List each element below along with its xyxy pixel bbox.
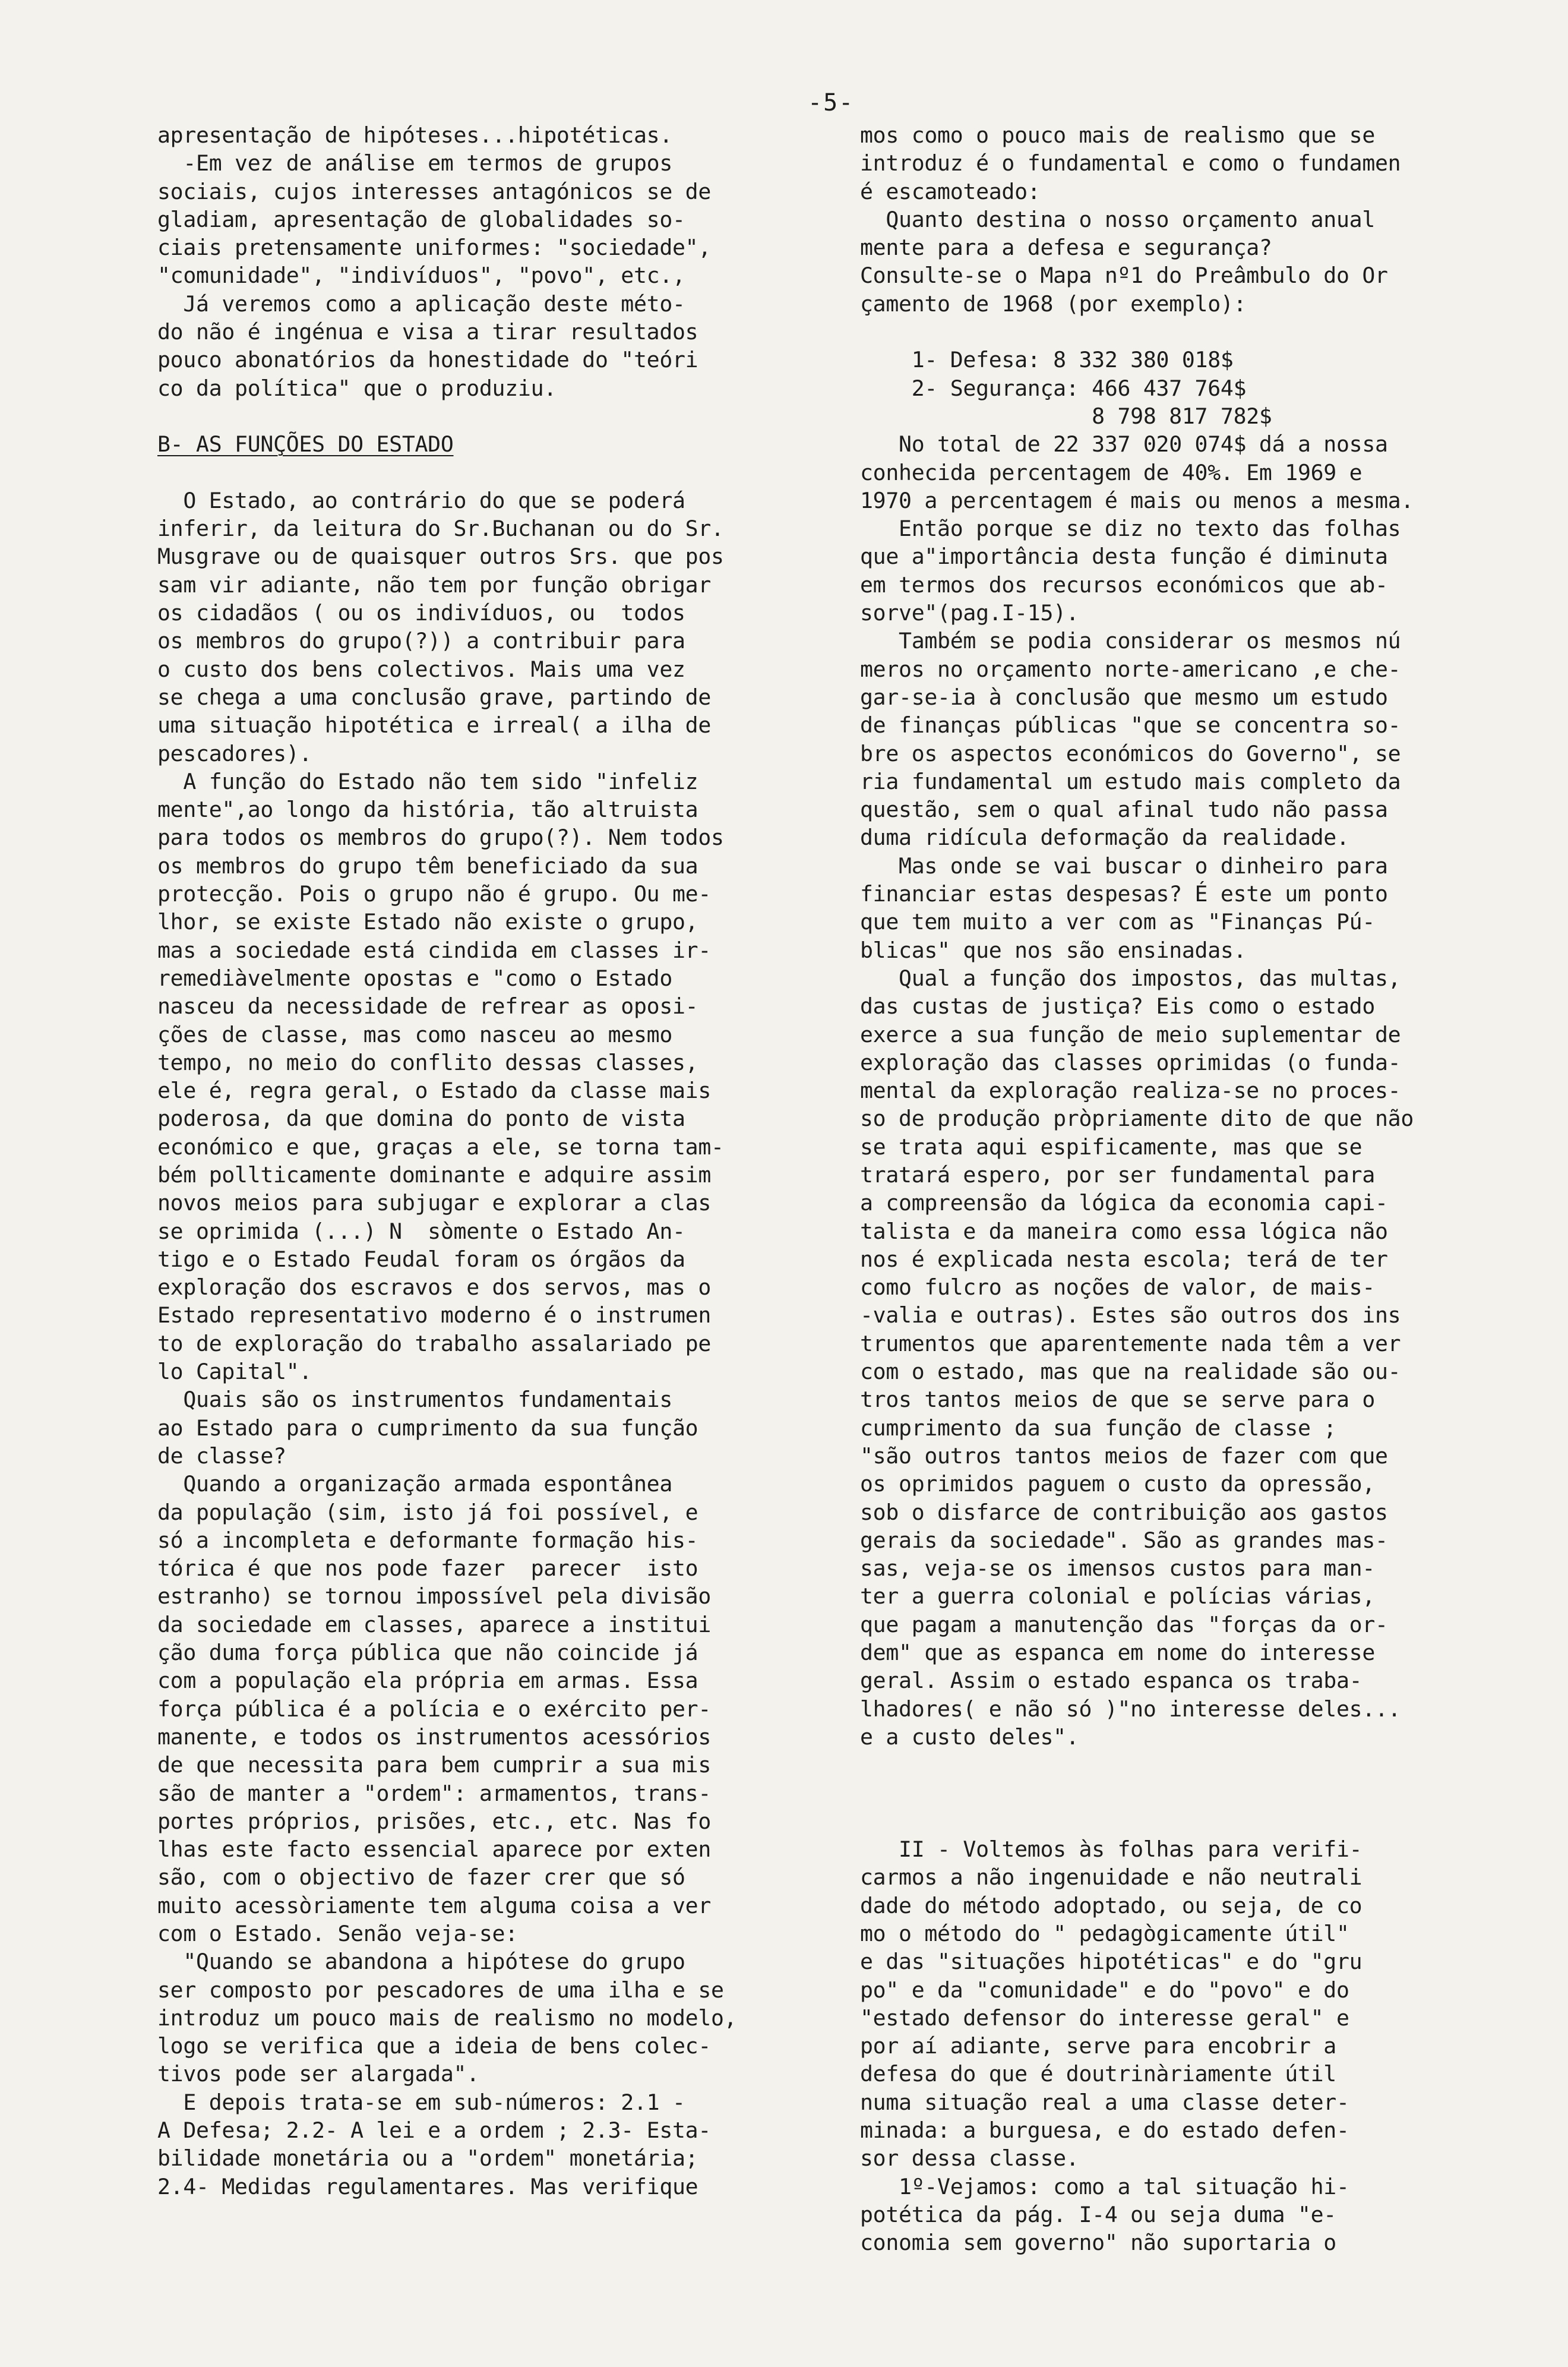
left-text-line: apresentação de hipóteses...hipotéticas.	[157, 122, 672, 148]
left-text-line: manente, e todos os instrumentos acessórios	[157, 1724, 712, 1750]
right-text-line: que pagam a manutenção das "forças da or-	[860, 1611, 1388, 1637]
right-column	[860, 121, 1519, 2257]
right-text-line: potética da pág. I-4 ou seja duma "e-	[860, 2201, 1336, 2227]
left-text-line: co da política" que o produziu.	[157, 375, 557, 401]
left-text-line: Já veremos como a aplicação deste méto-	[157, 291, 685, 317]
right-text-line: ter a guerra colonial e polícias várias,	[860, 1583, 1375, 1609]
right-text-line: No total de 22 337 020 074$ dá a nossa	[860, 431, 1388, 457]
right-text-line: -valia e outras). Estes são outros dos ins	[860, 1302, 1401, 1328]
left-text-line: são, com o objectivo de fazer crer que só	[157, 1864, 685, 1891]
right-text-line: Quanto destina o nosso orçamento anual	[860, 206, 1375, 232]
right-text-line: exploração das classes oprimidas (o funda-	[860, 1049, 1401, 1075]
right-text-line: meros no orçamento norte-americano ,e che-	[860, 656, 1401, 682]
left-text-line: uma situação hipotética e irreal( a ilha de	[157, 712, 712, 738]
left-text-line: ciais pretensamente uniformes: "sociedade",	[157, 235, 712, 261]
right-text-line: se trata aqui espificamente, mas que se	[860, 1134, 1362, 1160]
right-text-line: Qual a função dos impostos, das multas,	[860, 965, 1401, 991]
left-text-line: os membros do grupo têm beneficiado da sua	[157, 853, 698, 879]
left-text-line: ção duma força pública que não coincide já	[157, 1640, 698, 1666]
left-text-line: introduz um pouco mais de realismo no modelo,	[157, 2005, 737, 2031]
left-text-line: "Quando se abandona a hipótese do grupo	[157, 1949, 685, 1975]
left-text-line: lo Capital".	[157, 1359, 312, 1385]
left-text-line: A Defesa; 2.2- A lei e a ordem ; 2.3- Esta-	[157, 2117, 712, 2144]
left-text-line: mas a sociedade está cindida em classes ir-	[157, 937, 712, 963]
right-text-line: "estado defensor do interesse geral" e	[860, 2005, 1349, 2031]
left-text-line: se oprimida (...) N sòmente o Estado An-	[157, 1218, 685, 1244]
right-text-line	[860, 1751, 1519, 1779]
right-text-line: sorve"(pag.I-15).	[860, 600, 1079, 626]
left-text-line: só a incompleta e deformante formação his-	[157, 1527, 698, 1553]
right-text-line: os oprimidos paguem o custo da opressão,	[860, 1471, 1375, 1497]
right-text-line	[860, 1807, 1519, 1835]
right-text-line: exerce a sua função de meio suplementar de	[860, 1021, 1401, 1047]
left-text-line: portes próprios, prisões, etc., etc. Nas fo	[157, 1808, 712, 1834]
left-text-line: -Em vez de análise em termos de grupos	[157, 150, 672, 176]
left-text-line: Quando a organização armada espontânea	[157, 1471, 672, 1497]
left-text-line: mente",ao longo da história, tão altruista	[157, 797, 698, 823]
right-text-line: blicas" que nos são ensinadas.	[860, 937, 1247, 963]
right-text-line: bre os aspectos económicos do Governo", se	[860, 740, 1401, 766]
right-text-line: numa situação real a uma classe deter-	[860, 2089, 1349, 2115]
right-text-line: que tem muito a ver com as "Finanças Pú-	[860, 909, 1375, 935]
left-text-line: da população (sim, isto já foi possível, e	[157, 1499, 698, 1525]
right-text-line: Também se podia considerar os mesmos nú	[860, 628, 1401, 654]
right-text-line: em termos dos recursos económicos que ab-	[860, 572, 1388, 598]
right-text-line: 2- Segurança: 466 437 764$	[860, 375, 1247, 401]
left-text-line: "comunidade", "indivíduos", "povo", etc.,	[157, 263, 685, 289]
right-text-line: sob o disfarce de contribuição aos gastos	[860, 1499, 1388, 1525]
right-text-line: 1- Defesa: 8 332 380 018$	[860, 347, 1234, 373]
right-text-line: questão, sem o qual afinal tudo não passa	[860, 797, 1388, 823]
left-text-line: de classe?	[157, 1443, 286, 1469]
right-text-line: lhadores( e não só )"no interesse deles...	[860, 1696, 1401, 1722]
right-text-line: minada: a burguesa, e do estado defen-	[860, 2117, 1349, 2144]
left-text-line: para todos os membros do grupo(?). Nem todos	[157, 825, 724, 851]
left-text-line: força pública é a polícia e o exército per-	[157, 1696, 712, 1722]
left-text-line: económico e que, graças a ele, se torna tam-	[157, 1134, 724, 1160]
right-text-line: é escamoteado:	[860, 178, 1041, 204]
left-text-line: do não é ingénua e visa a tirar resultados	[157, 319, 698, 345]
right-text-line: carmos a não ingenuidade e não neutrali	[860, 1864, 1362, 1891]
left-text-line: lhor, se existe Estado não existe o grupo,	[157, 909, 698, 935]
right-text-line: introduz é o fundamental e como o fundamen	[860, 150, 1401, 176]
left-text-line: tivos pode ser alargada".	[157, 2061, 479, 2087]
left-text-line: de que necessita para bem cumprir a sua mis	[157, 1752, 712, 1778]
left-text-line: exploração dos escravos e dos servos, mas o	[157, 1274, 712, 1301]
left-text-line: tigo e o Estado Feudal foram os órgãos da	[157, 1246, 685, 1272]
right-text-line: dade do método adoptado, ou seja, de co	[860, 1892, 1362, 1918]
left-text-line: bilidade monetária ou a "ordem" monetária;	[157, 2145, 698, 2172]
right-text-line: a compreensão da lógica da economia capi-	[860, 1190, 1388, 1216]
left-text-line: são de manter a "ordem": armamentos, trans-	[157, 1780, 712, 1806]
left-text-line: os cidadãos ( ou os indivíduos, ou todos	[157, 600, 685, 626]
right-text-line: Mas onde se vai buscar o dinheiro para	[860, 853, 1388, 879]
left-text-line: sociais, cujos interesses antagónicos se de	[157, 178, 712, 204]
right-text-line: sas, veja-se os imensos custos para man-	[860, 1555, 1375, 1582]
right-text-line: mos como o pouco mais de realismo que se	[860, 122, 1375, 148]
right-text-line: por aí adiante, serve para encobrir a	[860, 2033, 1336, 2059]
left-text-line: pescadores).	[157, 740, 312, 766]
left-text-line: 2.4- Medidas regulamentares. Mas verifique	[157, 2173, 698, 2199]
section-heading: B- AS FUNÇÕES DO ESTADO	[157, 431, 454, 457]
left-text-line: gladiam, apresentação de globalidades so-	[157, 206, 685, 232]
left-text-line: logo se verifica que a ideia de bens colec-	[157, 2033, 712, 2059]
left-text-line: Musgrave ou de quaisquer outros Srs. que pos	[157, 544, 724, 570]
right-text-line: so de produção pròpriamente dito de que não	[860, 1106, 1414, 1132]
left-text-line: remediàvelmente opostas e "como o Estado	[157, 965, 672, 991]
right-text-line: dem" que as espanca em nome do interesse	[860, 1640, 1375, 1666]
left-column	[157, 121, 817, 2201]
left-text-line: poderosa, da que domina do ponto de vista	[157, 1106, 685, 1132]
right-text-line: conhecida percentagem de 40%. Em 1969 e	[860, 459, 1362, 485]
right-text-line	[860, 318, 1519, 346]
right-text-line: defesa do que é doutrinàriamente útil	[860, 2061, 1336, 2087]
left-text-line: to de exploração do trabalho assalariado pe	[157, 1330, 712, 1356]
right-text-line: que a"importância desta função é diminuta	[860, 544, 1388, 570]
right-text-line: e das "situações hipotéticas" e do "gru	[860, 1949, 1362, 1975]
left-text-line: pouco abonatórios da honestidade do "teóri	[157, 347, 698, 373]
left-text-line: novos meios para subjugar e explorar a clas	[157, 1190, 712, 1216]
right-text-line: 1º-Vejamos: como a tal situação hi-	[860, 2173, 1349, 2199]
left-text-line: E depois trata-se em sub-números: 2.1 -	[157, 2089, 685, 2115]
left-text-line: protecção. Pois o grupo não é grupo. Ou me-	[157, 881, 712, 907]
right-text-line: mo o método do " pedagògicamente útil"	[860, 1921, 1349, 1946]
right-text-line: financiar estas despesas? É este um ponto	[860, 881, 1388, 907]
left-text-line: ções de classe, mas como nasceu ao mesmo	[157, 1021, 672, 1047]
right-text-line: gar-se-ia à conclusão que mesmo um estudo	[860, 684, 1388, 710]
right-text-line: tros tantos meios de que se serve para o	[860, 1387, 1375, 1413]
right-text-line: e a custo deles".	[860, 1724, 1079, 1750]
right-text-line: das custas de justiça? Eis como o estado	[860, 993, 1375, 1020]
left-text-line: se chega a uma conclusão grave, partindo de	[157, 684, 712, 710]
right-text-line: Consulte-se o Mapa nº1 do Preâmbulo do Or	[860, 263, 1388, 289]
right-text-line	[860, 1779, 1519, 1807]
right-text-line: nos é explicada nesta escola; terá de ter	[860, 1246, 1388, 1272]
left-text-line	[157, 459, 817, 487]
left-text-line: ser composto por pescadores de uma ilha e se	[157, 1977, 724, 2003]
left-text-line: os membros do grupo(?)) a contribuir para	[157, 628, 685, 654]
left-text-line: Quais são os instrumentos fundamentais	[157, 1387, 672, 1413]
right-text-line: cumprimento da sua função de classe ;	[860, 1415, 1336, 1441]
left-text-line: sam vir adiante, não tem por função obrigar	[157, 572, 712, 598]
right-text-line: çamento de 1968 (por exemplo):	[860, 291, 1247, 317]
right-text-line: geral. Assim o estado espanca os traba-	[860, 1668, 1362, 1694]
left-text-line: com o Estado. Senão veja-se:	[157, 1921, 518, 1946]
left-text-line: O Estado, ao contrário do que se poderá	[157, 487, 685, 513]
left-text-line: muito acessòriamente tem alguma coisa a ver	[157, 1892, 712, 1918]
right-text-line: talista e da maneira como essa lógica não	[860, 1218, 1388, 1244]
right-text-line: "são outros tantos meios de fazer com que	[860, 1443, 1388, 1469]
right-text-line: com o estado, mas que na realidade são ou-	[860, 1359, 1401, 1385]
left-text-line: inferir, da leitura do Sr.Buchanan ou do Sr.	[157, 516, 724, 542]
right-text-line: como fulcro as noções de valor, de mais-	[860, 1274, 1375, 1301]
right-text-line: duma ridícula deformação da realidade.	[860, 825, 1349, 851]
right-text-line: de finanças públicas "que se concentra so-	[860, 712, 1401, 738]
left-text-line: com a população ela própria em armas. Essa	[157, 1668, 698, 1694]
right-text-line: po" e da "comunidade" e do "povo" e do	[860, 1977, 1349, 2003]
right-text-line: 1970 a percentagem é mais ou menos a mesma.	[860, 487, 1414, 513]
left-text-line: lhas este facto essencial aparece por exten	[157, 1836, 712, 1863]
left-text-line: tempo, no meio do conflito dessas classes,	[157, 1049, 698, 1075]
left-text-line: nasceu da necessidade de refrear as oposi-	[157, 993, 698, 1020]
left-text-line: estranho) se tornou impossível pela divisão	[157, 1583, 712, 1609]
left-text-line: da sociedade em classes, aparece a institui	[157, 1611, 712, 1637]
right-text-line: Então porque se diz no texto das folhas	[860, 516, 1401, 542]
left-text-line: bém pollticamente dominante e adquire assim	[157, 1162, 712, 1188]
right-text-line: ria fundamental um estudo mais completo da	[860, 768, 1401, 794]
right-text-line: gerais da sociedade". São as grandes mas-	[860, 1527, 1388, 1553]
right-text-line: tratará espero, por ser fundamental para	[860, 1162, 1375, 1188]
right-text-line: sor dessa classe.	[860, 2145, 1079, 2172]
left-text-line: ele é, regra geral, o Estado da classe mais	[157, 1078, 712, 1104]
right-text-line: II - Voltemos às folhas para verifi-	[860, 1836, 1362, 1863]
left-text-line: Estado representativo moderno é o instrumen	[157, 1302, 712, 1328]
left-text-line: ao Estado para o cumprimento da sua função	[157, 1415, 698, 1441]
left-text-line	[157, 402, 817, 430]
page-number: -5-	[808, 89, 855, 116]
right-text-line: trumentos que aparentemente nada têm a ver	[860, 1330, 1401, 1356]
left-text-line: o custo dos bens colectivos. Mais uma vez	[157, 656, 685, 682]
left-text-line: tórica é que nos pode fazer parecer isto	[157, 1555, 698, 1582]
right-text-line: mental da exploração realiza-se no proces-	[860, 1078, 1401, 1104]
right-text-line: mente para a defesa e segurança?	[860, 235, 1272, 261]
left-text-line: A função do Estado não tem sido "infeliz	[157, 768, 698, 794]
right-text-line: conomia sem governo" não suportaria o	[860, 2230, 1336, 2256]
right-text-line: 8 798 817 782$	[860, 403, 1272, 429]
